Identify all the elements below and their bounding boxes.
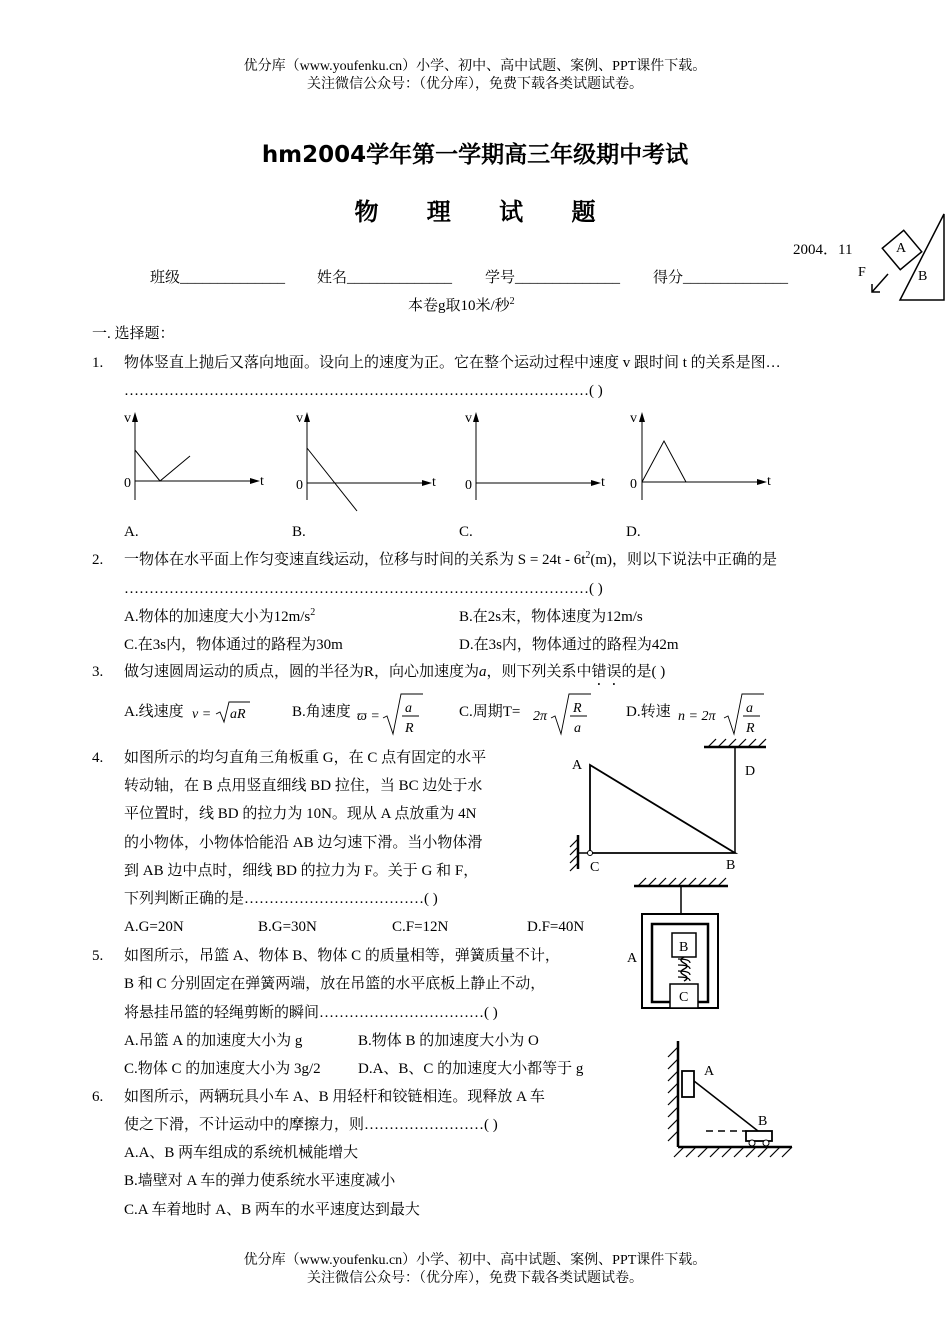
q5-basket-figure (626, 874, 736, 1022)
q2-option-c[interactable]: C.在3s内，物体通过的路程为30m (124, 637, 343, 653)
label-d: D (745, 764, 756, 779)
label-a: A (572, 758, 583, 773)
q3-option-b[interactable]: B.角速度 (292, 704, 351, 720)
svg-text:v =: v = (192, 707, 212, 722)
q6-option-b[interactable]: B.墙壁对 A 车的弹力使系统水平速度减小 (124, 1173, 396, 1189)
q1-option-d[interactable]: D. (626, 524, 641, 540)
field-class[interactable]: 班级______________ (150, 270, 286, 286)
field-id[interactable]: 学号______________ (485, 270, 621, 286)
axis-0: 0 (296, 478, 303, 493)
axis-t: t (767, 474, 771, 489)
rod (694, 1081, 758, 1131)
q6-line-2: 使之下滑，不计运动中的摩擦力，则……………………( ) (124, 1117, 498, 1133)
svg-text:n = 2π: n = 2π (678, 709, 716, 724)
svg-text:ϖ =: ϖ = (357, 709, 380, 724)
q5-line-2: B 和 C 分别固定在弹簧两端，放在吊篮的水平底板上静止不动， (124, 976, 546, 992)
q1-graph-a (118, 410, 278, 505)
field-name[interactable]: 姓名______________ (317, 270, 453, 286)
axis-0: 0 (630, 477, 637, 492)
q1-dots: …………………………………………………………………………………( ) (124, 383, 603, 399)
q3-formula-a (192, 698, 262, 728)
q1-text: 物体竖直上抛后又落向地面。设向上的速度为正。它在整个运动过程中速度 v 跟时间 t 的关系是图… (124, 355, 781, 371)
q6-line-1: 如图所示，两辆玩具小车 A、B 用轻杆和铰链相连。现释放 A 车 (124, 1089, 545, 1105)
q6-number: 6. (92, 1089, 104, 1105)
q1-graph-b (288, 410, 448, 505)
incline-figure (860, 210, 950, 310)
curve-a (135, 450, 190, 481)
q2-number: 2. (92, 552, 104, 568)
q3-option-a[interactable]: A.线速度 (124, 704, 184, 720)
q5-number: 5. (92, 948, 104, 964)
q4-line-6: 下列判断正确的是………………………………( ) (124, 891, 438, 907)
svg-text:a: a (405, 701, 412, 716)
q2-option-b[interactable]: B.在2s末，物体速度为12m/s (459, 609, 643, 625)
g-note: 本卷g取10米/秒$^2$ (408, 296, 515, 314)
car-a (682, 1071, 694, 1097)
q4-line-4: 的小物体，小物体恰能沿 AB 边匀速下滑。当小物体滑 (124, 835, 483, 851)
label-c: C (590, 860, 600, 875)
axis-t: t (260, 474, 264, 489)
field-score[interactable]: 得分______________ (653, 270, 789, 286)
q2-option-a[interactable]: A.物体的加速度大小为$12m/s^2$ (124, 607, 316, 625)
footer-line-1: 优分库（www.youfenku.cn）小学、初中、高中试题、案例、PPT课件下载。 (243, 1253, 707, 1268)
q5-line-1: 如图所示，吊篮 A、物体 B、物体 C 的质量相等，弹簧质量不计， (124, 948, 560, 964)
q2-option-d[interactable]: D.在3s内，物体通过的路程为42m (459, 637, 679, 653)
header-line-1: 优分库（www.youfenku.cn）小学、初中、高中试题、案例、PPT课件下载。 (243, 59, 707, 74)
q1-option-c[interactable]: C. (459, 524, 473, 540)
q3-formula-d (678, 690, 778, 740)
axis-0: 0 (124, 476, 131, 491)
q3-option-c[interactable]: C.周期T= (459, 704, 521, 720)
q4-line-5: 到 AB 边中点时，细线 BD 的拉力为 F。关于 G 和 F， (124, 863, 479, 879)
svg-text:aR: aR (230, 707, 246, 722)
svg-text:a: a (746, 701, 753, 716)
q5-option-c[interactable]: C.物体 C 的加速度大小为 3g/2 (124, 1061, 321, 1077)
q5-option-d[interactable]: D.A、B、C 的加速度大小都等于 g (358, 1061, 584, 1077)
label-b: B (758, 1114, 768, 1129)
label-a: A (627, 951, 638, 966)
q5-option-b[interactable]: B.物体 B 的加速度大小为 O (358, 1033, 539, 1049)
axis-0: 0 (465, 478, 472, 493)
q1-option-a[interactable]: A. (124, 524, 139, 540)
axis-v: v (465, 411, 472, 426)
svg-text:R: R (573, 701, 582, 716)
car-b (746, 1131, 772, 1141)
exam-subject: 物 理 试 题 (354, 198, 616, 226)
svg-text:2π: 2π (533, 709, 548, 724)
exam-title: hm2004学年第一学期高三年级期中考试 (261, 142, 689, 168)
q6-option-c[interactable]: C.A 车着地时 A、B 两车的水平速度达到最大 (124, 1202, 420, 1218)
axis-v: v (296, 411, 303, 426)
curve-d (642, 441, 686, 482)
q3-formula-c (533, 690, 603, 740)
force-arrow (872, 274, 888, 292)
q3-text: 做匀速圆周运动的质点，圆的半径为R，向心加速度为a，则下列关系中错误的是( ) (124, 664, 666, 680)
label-a: A (704, 1064, 715, 1079)
q1-graph-d (624, 410, 784, 505)
q4-option-c[interactable]: C.F=12N (392, 919, 449, 935)
axis-v: v (124, 411, 131, 426)
triangle-plate (590, 765, 735, 853)
q4-line-3: 平位置时，线 BD 的拉力为 10N。现从 A 点放重为 4N (124, 806, 477, 822)
label-b: B (918, 269, 928, 284)
label-f: F (858, 265, 866, 280)
q2-text: 一物体在水平面上作匀变速直线运动，位移与时间的关系为 $S = 24t - 6t^2(m)$，则以下说法中正确的是 (124, 550, 778, 568)
section-title: 一. 选择题： (92, 326, 175, 342)
svg-text:R: R (746, 721, 755, 736)
svg-text:R: R (405, 721, 414, 736)
q5-option-a[interactable]: A.吊篮 A 的加速度大小为 g (124, 1033, 303, 1049)
q4-option-b[interactable]: B.G=30N (258, 919, 317, 935)
q1-graph-c (457, 410, 617, 505)
q3-formula-b (357, 690, 427, 740)
q1-option-b[interactable]: B. (292, 524, 306, 540)
q1-number: 1. (92, 355, 104, 371)
curve-b (307, 448, 357, 511)
q4-number: 4. (92, 750, 104, 766)
svg-text:a: a (574, 721, 581, 736)
axis-v: v (630, 411, 637, 426)
q4-option-a[interactable]: A.G=20N (124, 919, 184, 935)
q6-option-a[interactable]: A.A、B 两车组成的系统机械能增大 (124, 1145, 359, 1161)
exam-date: 2004．11 (793, 242, 853, 258)
q4-triangle-figure (560, 735, 780, 880)
axis-t: t (432, 475, 436, 490)
q3-option-d[interactable]: D.转速 (626, 704, 671, 720)
q4-option-d[interactable]: D.F=40N (527, 919, 585, 935)
q3-number: 3. (92, 664, 104, 680)
label-c: C (679, 990, 689, 1005)
label-b: B (679, 940, 689, 955)
label-a: A (896, 241, 907, 256)
label-b: B (726, 858, 736, 873)
axis-t: t (601, 475, 605, 490)
header-line-2: 关注微信公众号：（优分库），免费下载各类试题试卷。 (307, 77, 643, 92)
footer-line-2: 关注微信公众号：（优分库），免费下载各类试题试卷。 (307, 1271, 643, 1286)
q5-line-3: 将悬挂吊篮的轻绳剪断的瞬间……………………………( ) (124, 1005, 498, 1021)
q6-cars-figure (660, 1035, 800, 1165)
q4-line-2: 转动轴，在 B 点用竖直细线 BD 拉住，当 BC 边处于水 (124, 778, 483, 794)
q2-dots: …………………………………………………………………………………( ) (124, 581, 603, 597)
q4-line-1: 如图所示的均匀直角三角板重 G，在 C 点有固定的水平 (124, 750, 487, 766)
